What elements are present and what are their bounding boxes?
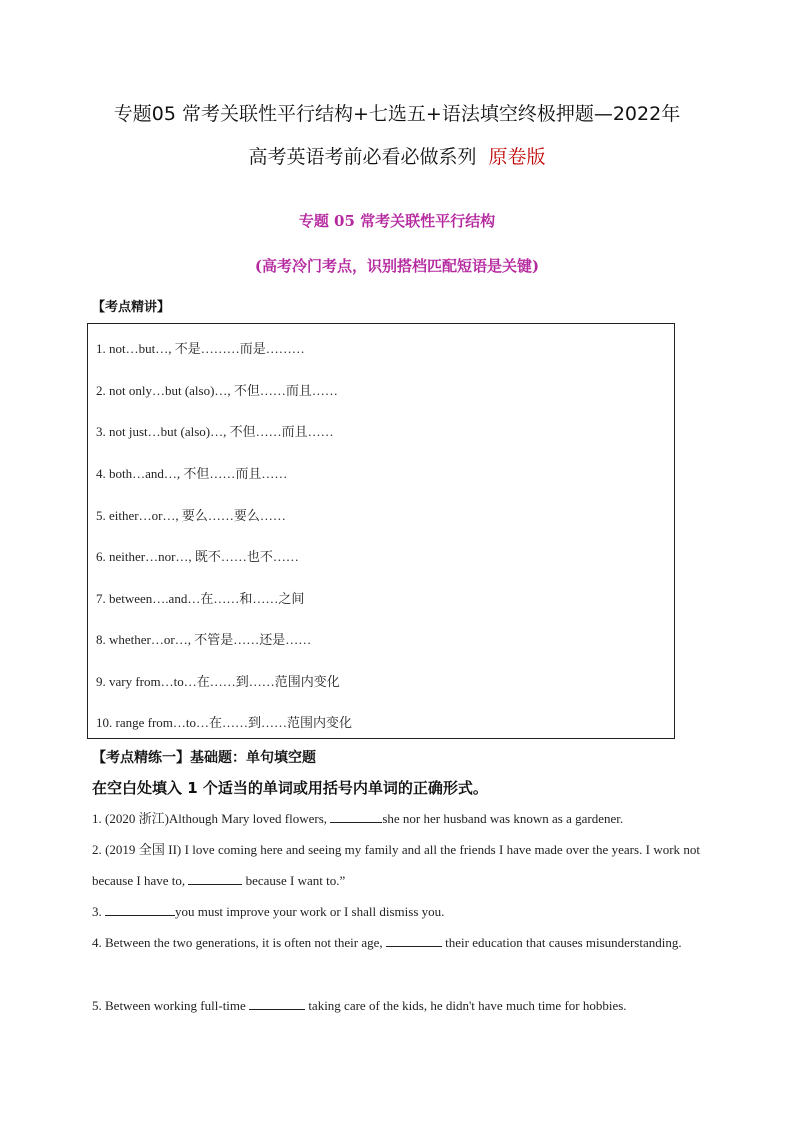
question-text: 2. (2019 全国 II) I love coming here and seeing my family and all the friends I have made over the years. I work not because I have to,: [92, 842, 700, 888]
key-point-item: 7. between….and…在……和……之间: [96, 591, 305, 606]
answer-blank[interactable]: [188, 872, 242, 885]
practice-heading: 【考点精练一】基础题：单句填空题: [92, 750, 316, 766]
question-text: because I want to.”: [242, 873, 346, 888]
question-text: she nor her husband was known as a gardener.: [382, 811, 624, 826]
question-text: 5. Between working full-time: [92, 998, 250, 1013]
edition-label: 原卷版: [488, 146, 546, 168]
section-label-key-points: 【考点精讲】: [92, 300, 171, 315]
key-point-item: 2. not only…but (also)…, 不但……而且……: [96, 383, 338, 398]
key-point-item: 1. not…but…, 不是………而是………: [96, 341, 305, 356]
question-text: 4. Between the two generations, it is often not their age,: [92, 935, 386, 950]
question-text: taking care of the kids, he didn't have much time for hobbies.: [305, 998, 627, 1013]
question-text: their education that causes misunderstanding.: [441, 935, 682, 950]
question-5: [92, 990, 700, 1021]
document-title-line1: 专题05 常考关联性平行结构+七选五+语法填空终极押题—2022年: [113, 103, 681, 125]
document-title-line2: [60, 148, 734, 167]
question-4: [92, 927, 700, 958]
practice-instruction: 在空白处填入 1 个适当的单词或用括号内单词的正确形式。: [92, 779, 488, 797]
key-point-item: 5. either…or…, 要么……要么……: [96, 508, 286, 523]
answer-blank[interactable]: [249, 997, 305, 1010]
document-title-series: 高考英语考前必看必做系列: [248, 146, 477, 168]
question-3: [92, 896, 700, 927]
key-point-item: 3. not just…but (also)…, 不但……而且……: [96, 424, 334, 439]
answer-blank[interactable]: [330, 810, 382, 823]
key-point-item: 9. vary from…to…在……到……范围内变化: [96, 674, 340, 689]
key-point-item: 6. neither…nor…, 既不……也不……: [96, 549, 299, 564]
answer-blank[interactable]: [386, 934, 442, 947]
question-text: 1. (2020 浙江)Although Mary loved flowers,: [92, 811, 331, 826]
key-point-item: 10. range from…to…在……到……范围内变化: [96, 715, 353, 730]
key-point-item: 4. both…and…, 不但……而且……: [96, 466, 288, 481]
key-points-box: [87, 323, 675, 739]
question-text: 3.: [92, 904, 105, 919]
question-2: [92, 834, 700, 896]
question-1: [92, 803, 700, 834]
topic-subtitle: 专题 05 常考关联性平行结构: [298, 212, 496, 230]
answer-blank[interactable]: [105, 903, 175, 916]
topic-note: (高考冷门考点，识别搭档匹配短语是关键): [254, 257, 540, 275]
question-text: you must improve your work or I shall dismiss you.: [175, 904, 445, 919]
key-point-item: 8. whether…or…, 不管是……还是……: [96, 632, 312, 647]
